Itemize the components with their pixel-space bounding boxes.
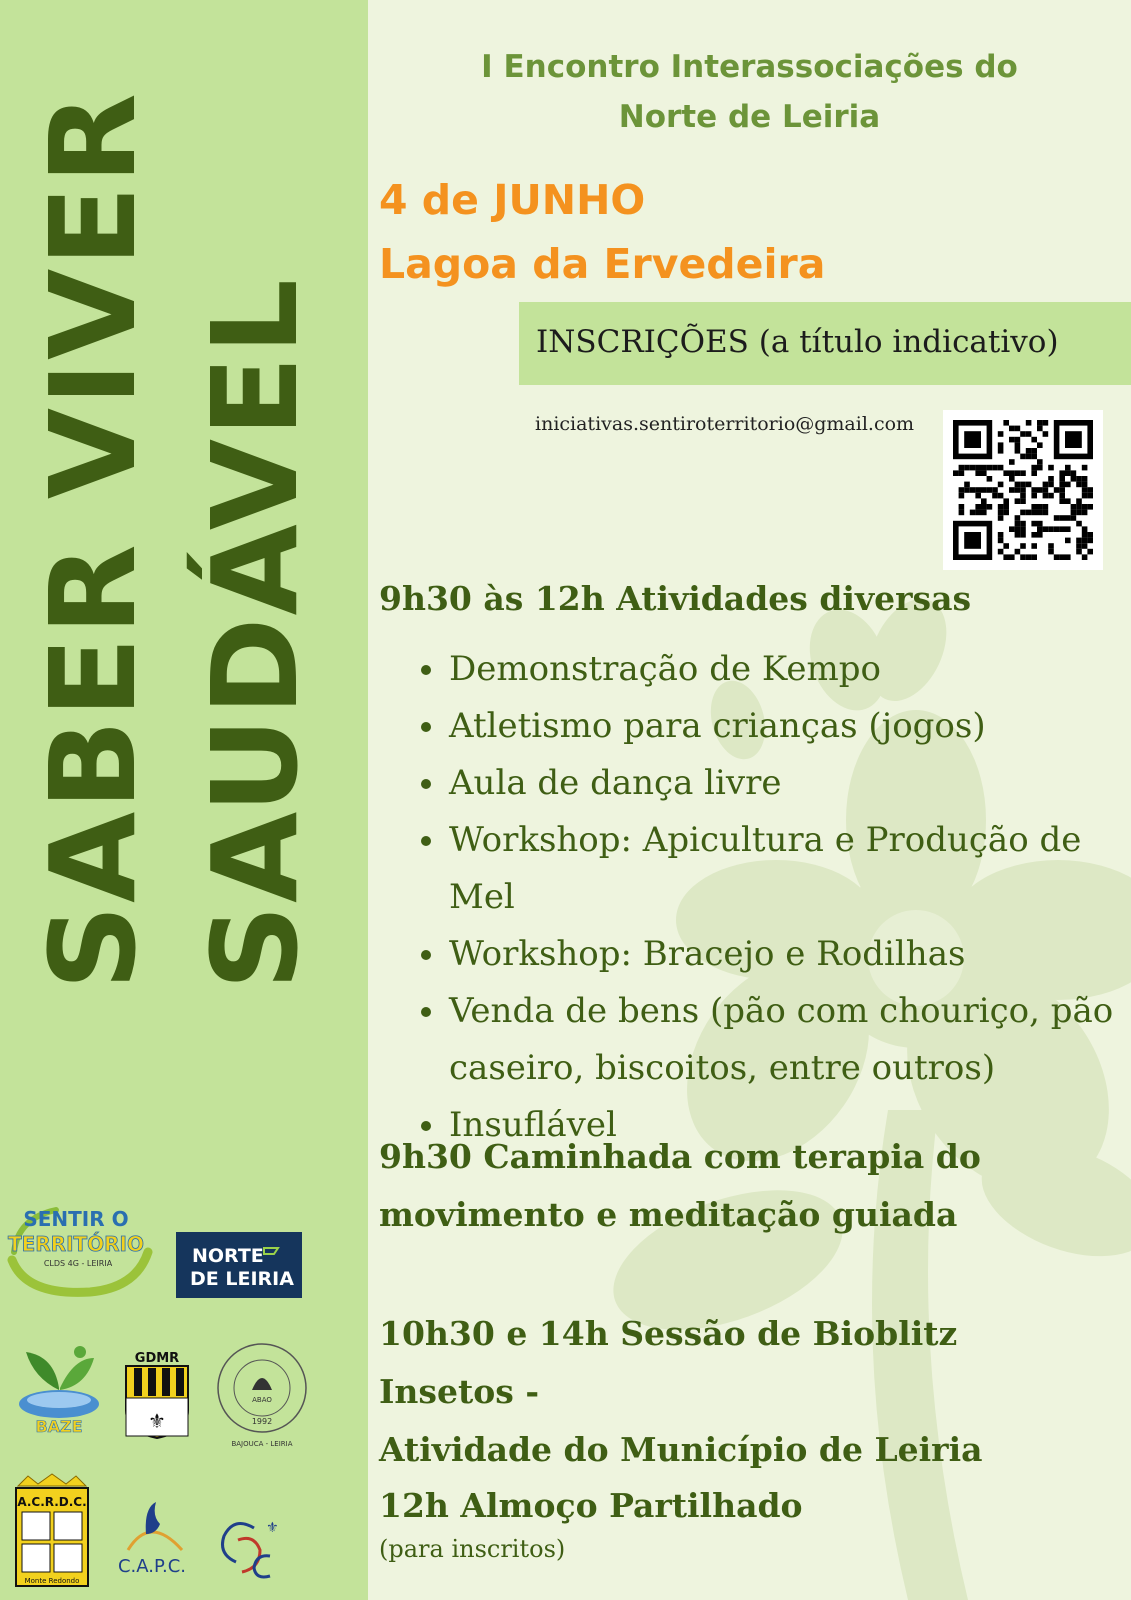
right-content	[368, 0, 1131, 1600]
list-item: Venda de bens (pão com chouriço, pão caseiro, biscoitos, entre outros)	[379, 983, 1129, 1097]
event-date: 4 de JUNHO	[379, 176, 646, 224]
abao-seal-logo	[214, 1336, 310, 1450]
bullet-icon	[421, 722, 431, 732]
header-line1: I Encontro Interassociações do	[481, 49, 1018, 85]
list-item: Insuflável	[379, 1097, 1129, 1154]
event-date-place	[379, 168, 825, 296]
block2-line1: 9h30 Caminhada com terapia do	[379, 1137, 981, 1176]
bullet-icon	[421, 836, 431, 846]
gdmr-logo	[122, 1348, 192, 1440]
capc-logo	[106, 1494, 198, 1578]
block3-line2: Atividade do Município de Leiria	[379, 1430, 983, 1469]
schedule-block1-title: 9h30 às 12h Atividades diversas	[379, 579, 972, 618]
vertical-title-line1: SABER VIVER	[24, 91, 162, 990]
svg-text:⚜: ⚜	[266, 1520, 279, 1536]
bullet-icon	[421, 779, 431, 789]
schedule-block2-title	[379, 1128, 1099, 1244]
block3-line1: 10h30 e 14h Sessão de Bioblitz Insetos -	[379, 1314, 958, 1411]
registration-bar	[519, 302, 1131, 385]
header-line2: Norte de Leiria	[618, 99, 881, 135]
abao-center: ABAO	[252, 1396, 272, 1404]
baze-text: BAZE	[35, 1417, 83, 1436]
vertical-title-line2: SAUDÁVEL	[186, 277, 324, 990]
schedule-block4-note: (para inscritos)	[379, 1535, 566, 1563]
norte-line1: NORTE	[192, 1245, 264, 1267]
list-item: Workshop: Bracejo e Rodilhas	[379, 926, 1129, 983]
acrdc-text: A.C.R.D.C.	[17, 1495, 87, 1509]
qr-code-icon[interactable]	[943, 410, 1103, 570]
norte-de-leiria-logo	[176, 1232, 302, 1298]
qr-code-graphic	[943, 410, 1103, 570]
baze-logo	[14, 1338, 104, 1438]
registration-label: INSCRIÇÕES (a título indicativo)	[536, 324, 1059, 360]
sentir-line2: TERRITÓRIO	[7, 1232, 145, 1256]
list-item: Aula de dança livre	[379, 755, 1129, 812]
list-item: Workshop: Apicultura e Produção de Mel	[379, 812, 1129, 926]
list-item: Demonstração de Kempo	[379, 641, 1129, 698]
left-panel	[0, 0, 368, 1600]
activities-list	[379, 641, 1129, 1154]
bullet-icon	[421, 950, 431, 960]
gdmr-text: GDMR	[134, 1351, 180, 1366]
event-place: Lagoa da Ervedeira	[379, 240, 826, 288]
acrdc-place: Monte Redondo	[24, 1577, 80, 1585]
sentir-o-territorio-logo	[6, 1196, 154, 1306]
capc-text: C.A.P.C.	[117, 1556, 187, 1577]
registration-email[interactable]: iniciativas.sentiroterritorio@gmail.com	[535, 413, 915, 435]
bullet-icon	[421, 665, 431, 675]
schedule-block3-title	[379, 1305, 1099, 1479]
gdc-logo	[214, 1510, 284, 1584]
acrdc-logo	[12, 1472, 92, 1588]
sentir-line1: SENTIR O	[23, 1207, 129, 1231]
abao-bottom: BAJOUCA - LEIRIA	[231, 1440, 293, 1448]
abao-year: 1992	[251, 1417, 273, 1426]
list-item: Atletismo para crianças (jogos)	[379, 698, 1129, 755]
bullet-icon	[421, 1007, 431, 1017]
block2-line2: movimento e meditação guiada	[379, 1195, 958, 1234]
svg-text:⚜: ⚜	[148, 1409, 166, 1433]
sentir-line3: CLDS 4G - LEIRIA	[43, 1259, 113, 1268]
event-header	[368, 42, 1131, 142]
schedule-block4-title: 12h Almoço Partilhado	[379, 1486, 803, 1525]
norte-line2: DE LEIRIA	[190, 1268, 294, 1290]
